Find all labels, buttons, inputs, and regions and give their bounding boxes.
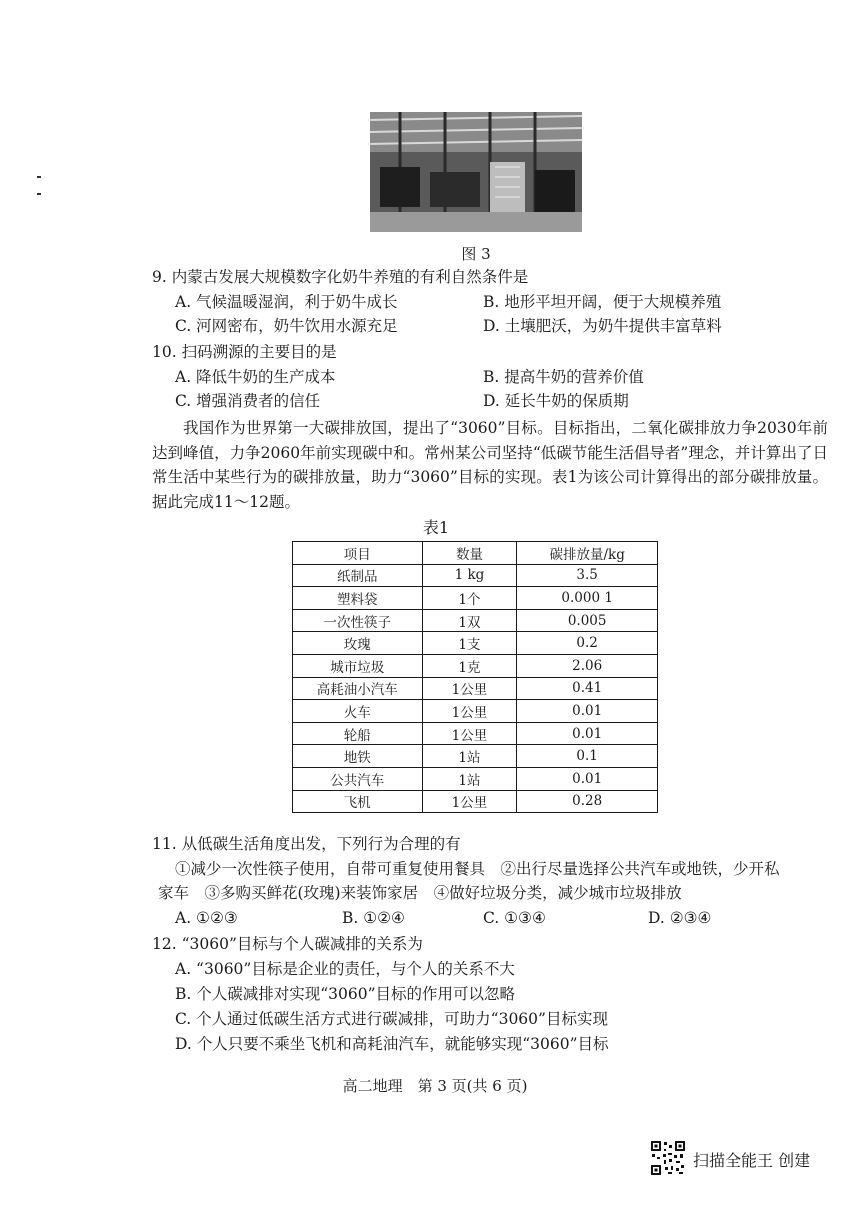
question-12-option-a: A. “3060”目标是企业的责任，与个人的关系不大 [175, 960, 515, 978]
question-12-option-d: D. 个人只要不乘坐飞机和高耗油汽车，就能够实现“3060”目标 [175, 1035, 609, 1053]
table-cell: 0.28 [517, 790, 658, 813]
table-cell: 轮船 [293, 722, 423, 745]
table-header: 数量 [422, 542, 517, 565]
table-header: 碳排放量/kg [517, 542, 658, 565]
question-12-option-c: C. 个人通过低碳生活方式进行碳减排，可助力“3060”目标实现 [175, 1010, 608, 1028]
table-row [293, 767, 658, 790]
table-cell: 0.01 [517, 722, 658, 745]
question-11-statements-line1: ①减少一次性筷子使用，自带可重复使用餐具 ②出行尽量选择公共汽车或地铁，少开私 [175, 860, 780, 878]
table-cell: 城市垃圾 [293, 654, 423, 677]
table-header: 项目 [293, 542, 423, 565]
table-cell: 1公里 [422, 677, 517, 700]
table-row [293, 632, 658, 655]
table-cell: 1公里 [422, 790, 517, 813]
figure-3-photo [370, 112, 582, 232]
table-row [293, 745, 658, 768]
qr-code-icon [650, 1140, 686, 1176]
page-footer: 高二地理 第 3 页(共 6 页) [342, 1077, 528, 1095]
question-9-option-c: C. 河网密布，奶牛饮用水源充足 [175, 317, 398, 335]
table-cell: 高耗油小汽车 [293, 677, 423, 700]
question-11-option-d: D. ②③④ [648, 909, 712, 927]
question-12-option-b: B. 个人碳减排对实现“3060”目标的作用可以忽略 [175, 985, 516, 1003]
table-cell: 0.1 [517, 745, 658, 768]
carbon-emission-table [292, 541, 658, 813]
table-row [293, 790, 658, 813]
question-9-stem: 9. 内蒙古发展大规模数字化奶牛养殖的有利自然条件是 [152, 268, 529, 286]
table-row [293, 564, 658, 587]
table-row [293, 609, 658, 632]
table-cell: 地铁 [293, 745, 423, 768]
question-11-statements-line2: 家车 ③多购买鲜花(玫瑰)来装饰家居 ④做好垃圾分类，减少城市垃圾排放 [158, 884, 682, 902]
question-10-stem: 10. 扫码溯源的主要目的是 [152, 343, 337, 361]
table-cell: 飞机 [293, 790, 423, 813]
table-cell: 3.5 [517, 564, 658, 587]
table-cell: 1个 [422, 587, 517, 610]
table-row [293, 677, 658, 700]
table-cell: 塑料袋 [293, 587, 423, 610]
margin-mark [37, 193, 41, 195]
passage-text: 我国作为世界第一大碳排放国，提出了“3060”目标。目标指出，二氧化碳排放力争2030年前达到峰值，力争2060年前实现碳中和。常州某公司坚持“低碳节能生活倡导者”理念，并计算出了日常生活中某些行为的碳排放量，助力“3060”目标的实现。表1为该公司计算得出的部分碳排放量。据此完成11～12题。 [152, 419, 828, 511]
question-10-option-a: A. 降低牛奶的生产成本 [175, 368, 336, 386]
question-11-option-b: B. ①②④ [342, 909, 405, 927]
margin-mark [37, 176, 41, 178]
table-cell: 公共汽车 [293, 767, 423, 790]
table-cell: 0.01 [517, 767, 658, 790]
table-header-row [293, 542, 658, 565]
question-9-option-d: D. 土壤肥沃，为奶牛提供丰富草料 [483, 317, 722, 335]
table-cell: 0.000 1 [517, 587, 658, 610]
table-row [293, 700, 658, 723]
table-cell: 0.005 [517, 609, 658, 632]
table-cell: 1支 [422, 632, 517, 655]
table-cell: 1 kg [422, 564, 517, 587]
question-11-option-c: C. ①③④ [483, 909, 546, 927]
question-10-option-d: D. 延长牛奶的保质期 [483, 392, 629, 410]
scanner-watermark: 扫描全能王 创建 [693, 1151, 811, 1170]
table-cell: 玫瑰 [293, 632, 423, 655]
table-row [293, 722, 658, 745]
question-9-option-b: B. 地形平坦开阔，便于大规模养殖 [483, 293, 722, 311]
passage [152, 416, 828, 514]
table-cell: 一次性筷子 [293, 609, 423, 632]
question-11-option-a: A. ①②③ [175, 909, 238, 927]
table-cell: 1站 [422, 767, 517, 790]
table-row [293, 587, 658, 610]
table-cell: 0.41 [517, 677, 658, 700]
table-cell: 2.06 [517, 654, 658, 677]
figure-caption: 图 3 [461, 245, 491, 263]
table-cell: 1公里 [422, 700, 517, 723]
question-11-stem: 11. 从低碳生活角度出发，下列行为合理的有 [152, 835, 461, 853]
table-cell: 0.01 [517, 700, 658, 723]
question-12-stem: 12. “3060”目标与个人碳减排的关系为 [152, 935, 423, 953]
table-cell: 1克 [422, 654, 517, 677]
table-cell: 纸制品 [293, 564, 423, 587]
table-cell: 0.2 [517, 632, 658, 655]
question-10-option-c: C. 增强消费者的信任 [175, 392, 321, 410]
table-cell: 1站 [422, 745, 517, 768]
question-10-option-b: B. 提高牛奶的营养价值 [483, 368, 644, 386]
question-9-option-a: A. 气候温暖湿润，利于奶牛成长 [175, 293, 398, 311]
table-cell: 1双 [422, 609, 517, 632]
table-cell: 1公里 [422, 722, 517, 745]
table-row [293, 654, 658, 677]
table-cell: 火车 [293, 700, 423, 723]
table-title: 表1 [422, 518, 450, 537]
